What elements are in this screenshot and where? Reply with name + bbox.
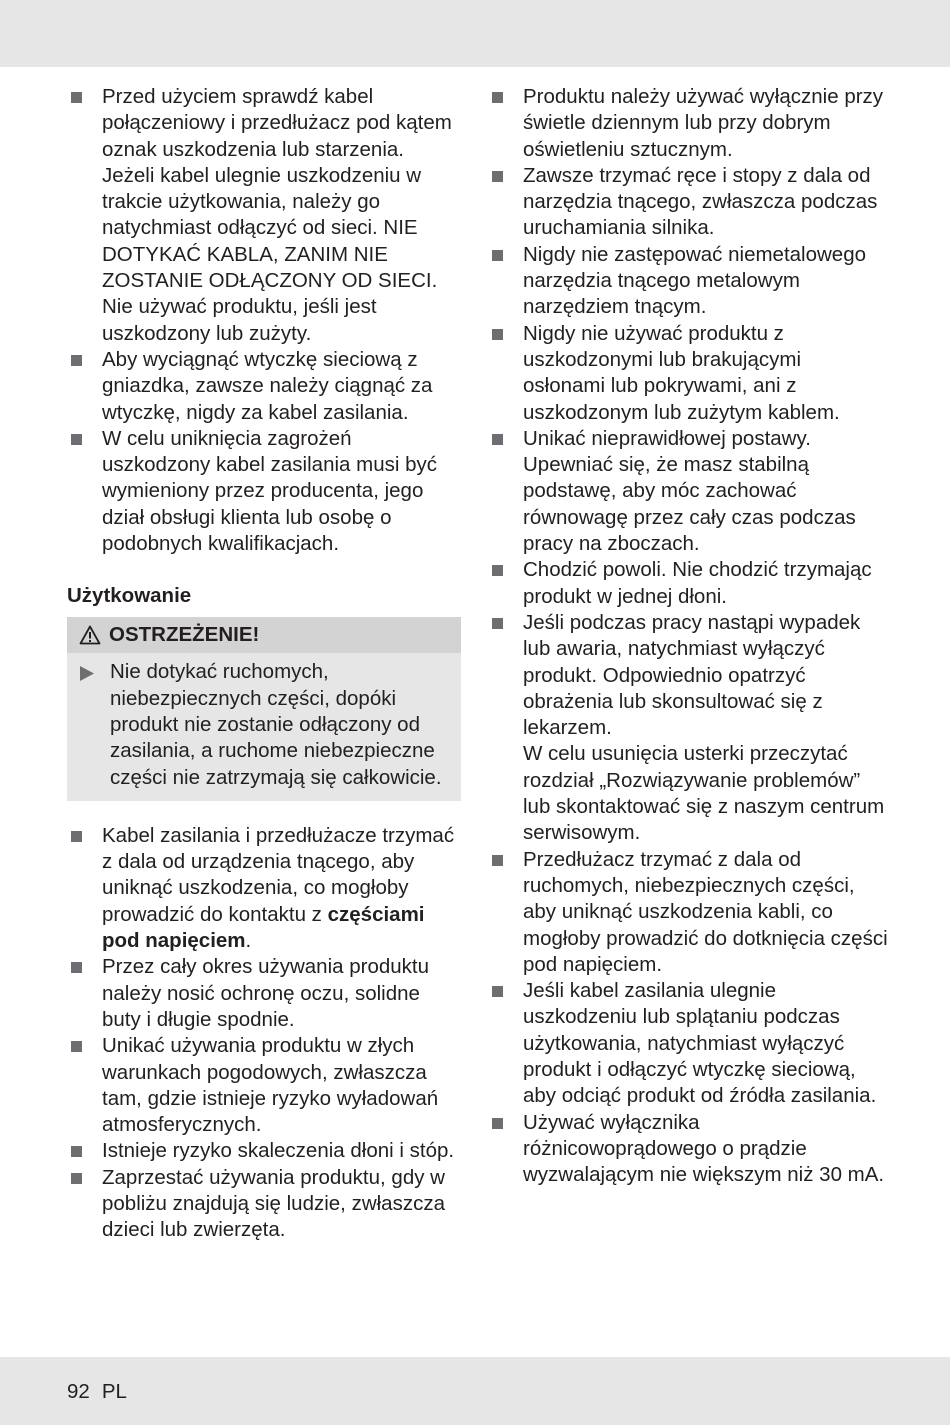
- list-item: Istnieje ryzyko skaleczenia dłoni i stóp.: [67, 1138, 461, 1164]
- safety-list-bottom: [67, 823, 461, 1244]
- square-bullet-icon: [492, 1118, 503, 1129]
- list-item: Zaprzestać używania produktu, gdy w pobliżu znajdują się ludzie, zwłaszcza dzieci lub zwierzęta.: [67, 1165, 461, 1244]
- square-bullet-icon: [492, 171, 503, 182]
- square-bullet-icon: [492, 329, 503, 340]
- square-bullet-icon: [71, 434, 82, 445]
- warning-header: [67, 617, 461, 653]
- list-item: Produktu należy używać wyłącznie przy świetle dziennym lub przy dobrym oświetleniu sztucznym.: [488, 84, 888, 163]
- page-footer: [67, 1379, 127, 1405]
- left-column: [67, 84, 461, 1244]
- list-item: Aby wyciągnąć wtyczkę sieciową z gniazdka, zawsze należy ciągnąć za wtyczkę, nigdy za kabel zasilania.: [67, 347, 461, 426]
- square-bullet-icon: [71, 92, 82, 103]
- warning-box: [67, 617, 461, 800]
- list-item: Unikać używania produktu w złych warunkach pogodowych, zwłaszcza tam, gdzie istnieje ryzyko wyładowań atmosferycznych.: [67, 1033, 461, 1138]
- square-bullet-icon: [71, 831, 82, 842]
- list-item: Przed użyciem sprawdź kabel połączeniowy i przedłużacz pod kątem oznak uszkodzenia lub starzenia. Jeżeli kabel ulegnie uszkodzeniu w trakcie użytkowania, należy go natychmiast odłączyć od sieci. NIE DOTYKAĆ KABLA, ZANIM NIE ZOSTANIE ODŁĄCZONY OD SIECI. Nie używać produktu, jeśli jest uszkodzony lub zużyty.: [67, 84, 461, 347]
- square-bullet-icon: [71, 1173, 82, 1184]
- list-item: Jeśli kabel zasilania ulegnie uszkodzeniu lub splątaniu podczas użytkowania, natychmiast wyłączyć produkt i odłączyć wtyczkę sieciową, aby odciąć produkt od źródła zasilania.: [488, 978, 888, 1109]
- list-item: Zawsze trzymać ręce i stopy z dala od narzędzia tnącego, zwłaszcza podczas uruchamiania silnika.: [488, 163, 888, 242]
- list-item: Przedłużacz trzymać z dala od ruchomych, niebezpiecznych części, aby uniknąć uszkodzenia kabli, co mogłoby prowadzić do dotknięcia części pod napięciem.: [488, 847, 888, 978]
- square-bullet-icon: [71, 1146, 82, 1157]
- square-bullet-icon: [71, 1041, 82, 1052]
- square-bullet-icon: [492, 250, 503, 261]
- square-bullet-icon: [492, 986, 503, 997]
- list-item: W celu uniknięcia zagrożeń uszkodzony kabel zasilania musi być wymieniony przez producenta, jego dział obsługi klienta lub osobę o podobnych kwalifikacjach.: [67, 426, 461, 557]
- square-bullet-icon: [492, 565, 503, 576]
- warning-title: OSTRZEŻENIE!: [109, 623, 260, 647]
- language-code: PL: [101, 1380, 127, 1403]
- section-title: Użytkowanie: [67, 584, 192, 608]
- right-column: [488, 84, 888, 1188]
- square-bullet-icon: [492, 92, 503, 103]
- accident-note: W celu usunięcia usterki przeczytać rozdział „Rozwiązywanie problemów” lub skontaktować się z naszym centrum serwisowym.: [523, 742, 885, 845]
- footer-band: [0, 1357, 950, 1425]
- square-bullet-icon: [71, 962, 82, 973]
- page-number: 92: [67, 1380, 90, 1403]
- safety-list-right: [488, 84, 888, 1188]
- square-bullet-icon: [71, 355, 82, 366]
- emphasis-text: częściami pod napięciem: [102, 902, 425, 953]
- list-item: Nigdy nie zastępować niemetalowego narzędzia tnącego metalowym narzędziem tnącym.: [488, 242, 888, 321]
- square-bullet-icon: [492, 855, 503, 866]
- list-item: Unikać nieprawidłowej postawy. Upewniać się, że masz stabilną podstawę, aby móc zachować równowagę przez cały czas podczas pracy na zboczach.: [488, 426, 888, 557]
- list-item: Przez cały okres używania produktu należy nosić ochronę oczu, solidne buty i długie spodnie.: [67, 954, 461, 1033]
- warning-triangle-icon: [79, 625, 101, 645]
- square-bullet-icon: [492, 618, 503, 629]
- square-bullet-icon: [492, 434, 503, 445]
- safety-list-top: [67, 84, 461, 557]
- list-item: Kabel zasilania i przedłużacze trzymać z dala od urządzenia tnącego, aby uniknąć uszkodzenia, co mogłoby prowadzić do kontaktu z częściami pod napięciem.: [67, 823, 461, 954]
- list-item: Używać wyłącznika różnicowoprądowego o prądzie wyzwalającym nie większym niż 30 mA.: [488, 1110, 888, 1189]
- arrow-right-icon: [80, 666, 94, 681]
- warning-text: Nie dotykać ruchomych, niebezpiecznych części, dopóki produkt nie zostanie odłączony od zasilania, a ruchome niebezpieczne części nie zatrzymają się całkowicie.: [110, 660, 442, 789]
- list-item: Chodzić powoli. Nie chodzić trzymając produkt w jednej dłoni.: [488, 557, 888, 610]
- warning-body: [67, 653, 461, 800]
- list-item: Jeśli podczas pracy nastąpi wypadek lub awaria, natychmiast wyłączyć produkt. Odpowiednio opatrzyć obrażenia lub skonsultować się z lekarzem. W celu usunięcia usterki przeczytać rozdział „Rozwiązywanie problemów” lub skontaktować się z naszym centrum serwisowym.: [488, 610, 888, 847]
- header-band: [0, 0, 950, 67]
- list-item: Nigdy nie używać produktu z uszkodzonymi lub brakującymi osłonami lub pokrywami, ani z uszkodzonym lub zużytym kablem.: [488, 321, 888, 426]
